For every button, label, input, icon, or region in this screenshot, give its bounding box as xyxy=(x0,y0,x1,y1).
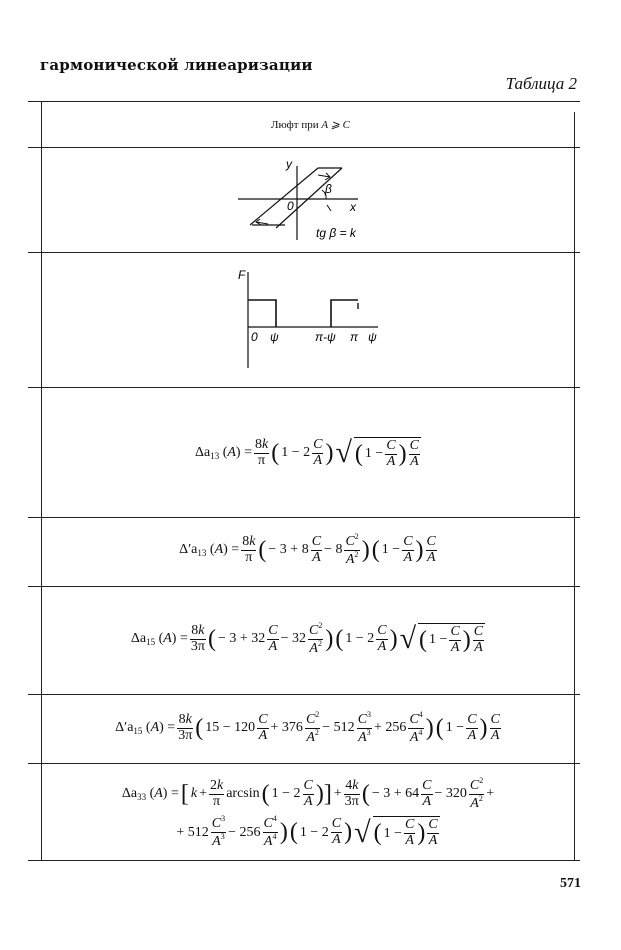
formula-lhs: $\Delta a_{33}$ (A) = xyxy=(121,786,179,803)
x-axis-label: x xyxy=(350,200,356,214)
table-label: Таблица 2 xyxy=(505,74,577,93)
fraction: C A xyxy=(313,436,323,468)
origin-label: 0 xyxy=(287,199,294,213)
tick-label: π-ψ xyxy=(315,330,336,344)
page-number: 571 xyxy=(560,876,581,891)
f-axis-label: F xyxy=(238,268,246,282)
page-heading: гармонической линеаризации xyxy=(40,56,313,74)
caption-condition: A ⩾ C xyxy=(321,119,350,131)
slope-label: tg β = k xyxy=(316,226,356,240)
angle-label: β xyxy=(325,182,332,196)
caption-text: Люфт при xyxy=(271,119,322,131)
pulse-2 xyxy=(331,300,358,327)
tick-label: ψ xyxy=(368,330,377,344)
formula-delta-prime-a13: $\Delta'a_{13}$ (A) = $\frac{8k}{\pi}$ ( − 3 + 8 C A − 8 $C^2$ $A^2$ ) ( 1 − $\frac{C}{A}$ ) C A xyxy=(179,532,436,567)
formula-delta-a33: $\Delta a_{33}$ (A) = [ k + $\frac{2k}{\pi}$ arcsin ( 1 − 2 C A )] + $\frac{4k}{3\pi}$ ( − 3 + 64 C A − 320 $C^2$ $A^2$ + + 512 $C^3$ $A^3$ − 256 $C^4$ $A^4$ ) ( 1 − 2 C A ) √ ( 1 − $\frac{C}{A}$ ) C A xyxy=(121,776,495,850)
formula-lhs: $\Delta'a_{13}$ (A) = xyxy=(179,542,240,559)
formula-delta-prime-a15: $\Delta'a_{15}$ (A) = $\frac{8k}{3\pi}$ ( 15 − 120 C A + 376 $C^2$ $A^2$ − 512 $C^3$ $A^3$ + 256 $C^4$ $A^4$ ) ( 1 − $\frac{C}{A}$ ) C A xyxy=(115,710,500,745)
fraction: $\frac{8k}{\pi}$ xyxy=(254,436,269,468)
formula-delta-a13: $\Delta a_{13}$ (A) = $\frac{8k}{\pi}$ ( 1 − 2 C A ) √ ( 1 − $\frac{C}{A}$ ) C A xyxy=(194,436,420,469)
radicand: ( 1 − $\frac{C}{A}$ ) C A xyxy=(354,437,420,469)
formula-delta-a15: $\Delta a_{15}$ (A) = $\frac{8k}{3\pi}$ ( − 3 + 32 C A − 32 $C^2$ $A^2$ ) ( 1 − 2 C A ) √ ( 1 − $\frac{C}{A}$ ) C A xyxy=(130,621,484,656)
tick-label: ψ xyxy=(270,330,279,344)
formula-lhs: $\Delta a_{15}$ (A) = xyxy=(130,631,188,648)
y-axis-label: y xyxy=(286,157,292,171)
tick-label: 0 xyxy=(251,330,258,344)
formula-lhs: $\Delta'a_{15}$ (A) = xyxy=(115,720,176,737)
tick-label: π xyxy=(350,330,359,344)
formula-lhs: $\Delta a_{13}$ (A) = xyxy=(194,445,252,461)
pulse-1 xyxy=(248,300,276,327)
